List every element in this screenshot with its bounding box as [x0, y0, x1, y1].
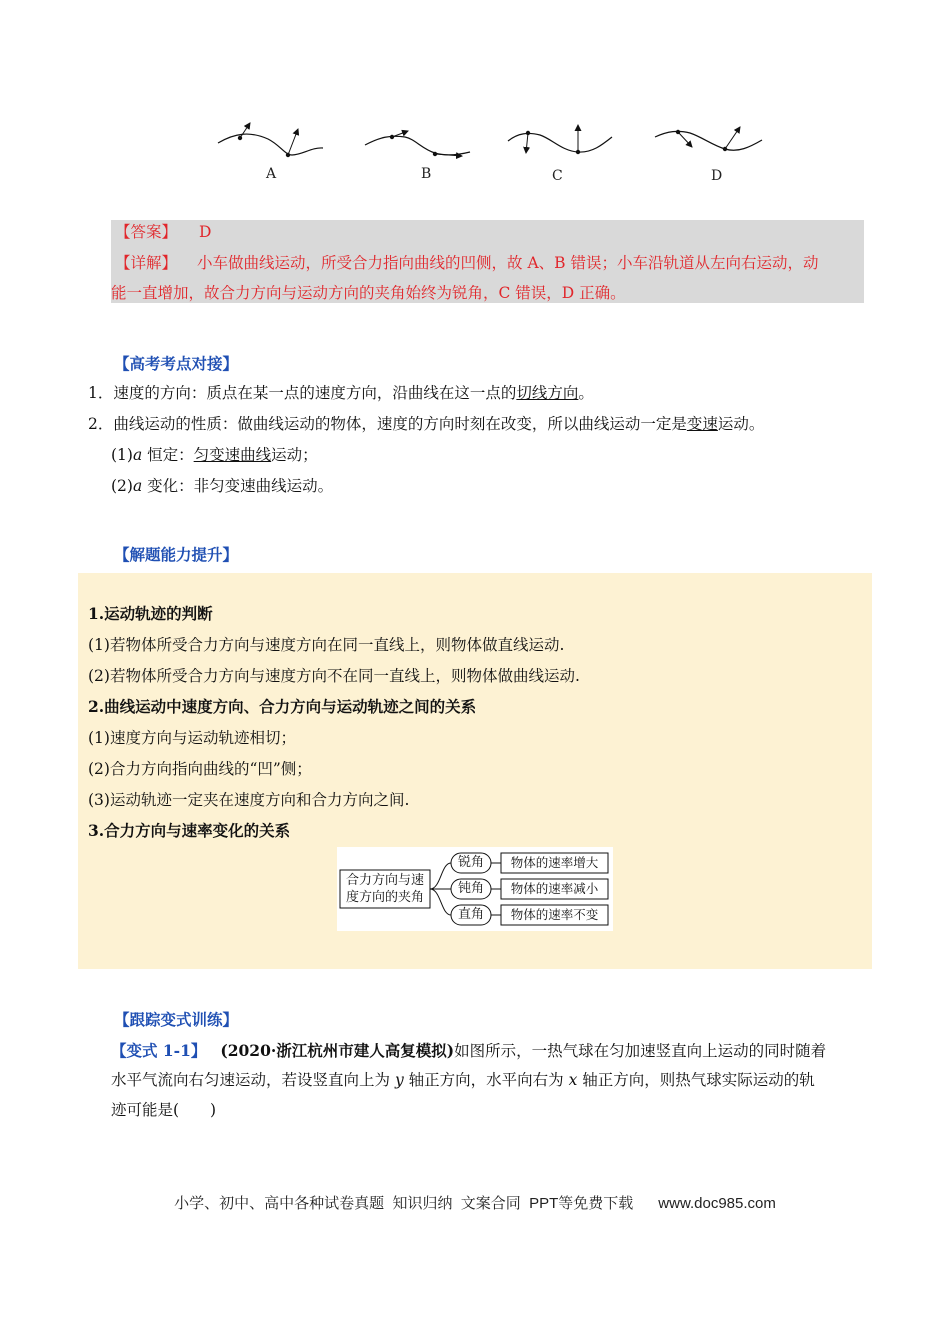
skills-line-7: (3)运动轨迹一定夹在速度方向和合力方向之间. [88, 791, 410, 809]
diagram-result-decrease: 物体的速率减小 [510, 881, 599, 896]
curve-a [218, 123, 323, 157]
skills-line-4: 2.曲线运动中速度方向、合力方向与运动轨迹之间的关系 [88, 697, 477, 716]
curve-d [655, 127, 762, 151]
point-item-2-underlined: 变速 [686, 415, 718, 433]
sub-1-num: (1) [111, 446, 133, 464]
point-item-1 [88, 383, 594, 403]
sub-2-num: (2) [111, 477, 133, 495]
diagram-result-increase: 物体的速率增大 [510, 855, 599, 870]
variant-text-2c: 轴正方向，则热气球实际运动的轨 [577, 1071, 815, 1089]
point-sub-2 [111, 476, 333, 496]
point-item-1-underlined: 切线方向 [516, 384, 579, 402]
variant-line-3: 迹可能是( ) [111, 1101, 217, 1119]
figure-label-a: A [266, 166, 277, 182]
trajectory-figure [200, 115, 780, 195]
detail-line-2 [111, 283, 626, 303]
sub-1-var: a [132, 446, 143, 464]
point-item-1-end: 。 [578, 384, 594, 402]
variant-text-1: 如图所示，一热气球在匀加速竖直向上运动的同时随着 [454, 1042, 827, 1060]
diagram-angle-right: 直角 [457, 907, 484, 922]
diagram-angle-obtuse: 钝角 [457, 881, 484, 896]
diagram-root-line-1: 合力方向与速 [345, 873, 424, 888]
skills-line-5: (1)速度方向与运动轨迹相切； [88, 729, 296, 747]
point-item-2 [88, 414, 764, 434]
skills-line-2: (1)若物体所受合力方向与速度方向在同一直线上，则物体做直线运动. [88, 636, 565, 654]
detail-label: 【详解】 [115, 254, 178, 272]
diagram-result-constant: 物体的速率不变 [510, 907, 599, 922]
point-item-1-text: 1．速度的方向：质点在某一点的速度方向，沿曲线在这一点的 [88, 384, 517, 402]
figure-label-b: B [421, 166, 432, 182]
skills-line-8: 3.合力方向与速率变化的关系 [88, 821, 291, 840]
variant-source: (2020·浙江杭州市建人高复模拟) [220, 1041, 455, 1060]
point-item-2-end: 运动。 [717, 415, 765, 433]
answer-label: 【答案】 [115, 223, 178, 241]
diagram-angle-acute: 锐角 [457, 855, 484, 870]
skills-line-6: (2)合力方向指向曲线的“凹”侧； [88, 760, 312, 778]
detail-line-1 [115, 253, 818, 273]
section-heading-exam-points: 【高考考点对接】 [114, 354, 239, 373]
angle-relationship-diagram [337, 847, 613, 931]
sub-2-text: 变化：非匀变速曲线运动。 [142, 477, 334, 495]
point-item-2-text: 2．曲线运动的性质：做曲线运动的物体，速度的方向时刻在改变，所以曲线运动一定是 [88, 415, 687, 433]
figure-label-c: C [552, 168, 563, 184]
answer-line [115, 222, 211, 242]
point-sub-1 [111, 445, 318, 465]
answer-value: D [199, 223, 212, 241]
curve-b [365, 131, 470, 156]
curve-c [508, 125, 612, 154]
skills-line-1: 1.运动轨迹的判断 [88, 604, 213, 623]
sub-1-end: 运动； [271, 446, 318, 464]
sub-1-underlined: 匀变速曲线 [193, 446, 272, 464]
variant-var-y: y [394, 1071, 404, 1089]
variant-tag: 【变式 1-1】 [111, 1041, 207, 1060]
diagram-root [340, 872, 430, 906]
variant-line-1 [111, 1041, 826, 1061]
variant-line-2 [111, 1070, 815, 1090]
variant-text-2b: 轴正方向，水平向右为 [403, 1071, 569, 1089]
section-heading-skills: 【解题能力提升】 [114, 545, 239, 564]
sub-2-var: a [132, 477, 143, 495]
skills-line-3: (2)若物体所受合力方向与速度方向不在同一直线上，则物体做曲线运动. [88, 667, 580, 685]
sub-1-mid: 恒定： [142, 446, 194, 464]
detail-text-1: 小车做曲线运动，所受合力指向曲线的凹侧，故 A、B 错误；小车沿轨道从左向右运动，动 [197, 254, 819, 272]
diagram-root-line-2: 度方向的夹角 [345, 890, 424, 905]
page-footer: 小学、初中、高中各种试卷真题 知识归纳 文案合同 PPT等免费下载 www.doc985.com [174, 1195, 776, 1212]
section-heading-variant-training: 【跟踪变式训练】 [114, 1010, 239, 1029]
detail-text-2: 能一直增加，故合力方向与运动方向的夹角始终为锐角，C 错误，D 正确。 [111, 284, 626, 302]
variant-var-x: x [568, 1071, 578, 1089]
figure-label-d: D [711, 168, 723, 184]
variant-text-2a: 水平气流向右匀速运动，若设竖直向上为 [111, 1071, 395, 1089]
